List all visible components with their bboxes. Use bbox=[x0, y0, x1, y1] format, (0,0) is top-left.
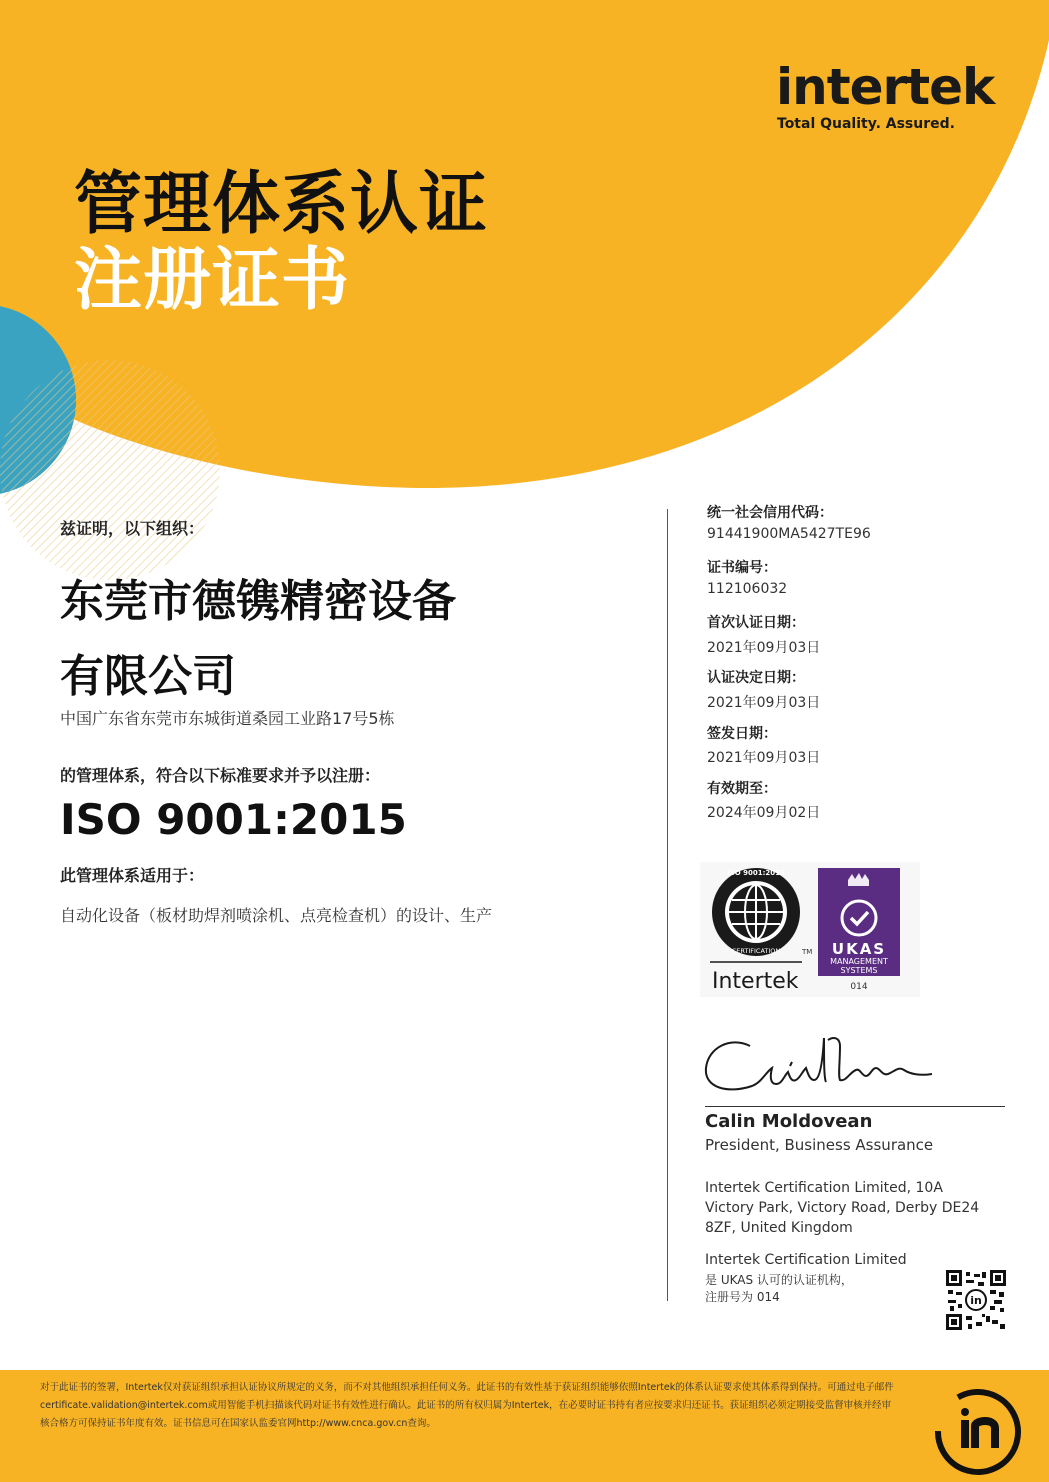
certification-marks bbox=[700, 862, 920, 997]
company-name-line2: 有限公司 bbox=[60, 651, 236, 702]
hatched-circle-decoration bbox=[0, 360, 220, 580]
qr-code[interactable] bbox=[946, 1270, 1006, 1330]
footer-disclaimer: 对于此证书的签署，Intertek仅对获证组织承担认证协议所规定的义务，而不对其他组织承担任何义务。此证书的有效性基于获证组织能够依照Intertek的体系认证要求使其体系得到保持。可通过电子邮件certificate.validation@intertek.com或用智能手机扫描该代码对证书有效性进行确认。此证书的所有权归属为Intertek，在必要时证书持有者应按要求归还证书。获证组织必须定期接受监督审核并经审核合格方可保持证书年度有效。证书信息可在国家认监委官网http://www.cnca.gov.cn查询。 bbox=[40, 1382, 894, 1429]
issue-date-value: 2021年09月03日 bbox=[707, 750, 821, 766]
standard-name: ISO 9001:2015 bbox=[60, 795, 407, 844]
svg-text:Intertek: Intertek bbox=[712, 969, 799, 994]
credit-code-label: 统一社会信用代码： bbox=[707, 505, 833, 521]
credit-code-value: 91441900MA5427TE96 bbox=[707, 526, 871, 542]
valid-until-label: 有效期至： bbox=[707, 781, 777, 797]
certificate-number-value: 112106032 bbox=[707, 581, 788, 597]
intro-label: 兹证明，以下组织： bbox=[60, 519, 205, 538]
decision-date-value: 2021年09月03日 bbox=[707, 695, 821, 711]
svg-text:SYSTEMS: SYSTEMS bbox=[840, 966, 878, 975]
company-name-line1: 东莞市德镌精密设备 bbox=[60, 576, 456, 627]
svg-text:TM: TM bbox=[802, 948, 813, 956]
ukas-accreditation-note bbox=[705, 1272, 853, 1306]
valid-until-value: 2024年09月02日 bbox=[707, 805, 821, 821]
company-address: 中国广东省东莞市东城街道桑园工业路17号5栋 bbox=[60, 709, 395, 728]
certificate-title-line1: 管理体系认证 bbox=[74, 165, 489, 244]
signatory-role: President, Business Assurance bbox=[705, 1136, 934, 1154]
intertek-in-icon bbox=[932, 1386, 1024, 1478]
certificate-number-label: 证书编号： bbox=[707, 560, 777, 576]
signatory-name: Calin Moldovean bbox=[705, 1111, 873, 1132]
svg-text:UKAS: UKAS bbox=[831, 940, 887, 958]
ukas-accreditation-mark bbox=[818, 868, 900, 992]
scope-text: 自动化设备（板材助焊剂喷涂机、点亮检查机）的设计、生产 bbox=[60, 906, 493, 925]
decision-date-label: 认证决定日期： bbox=[707, 670, 805, 686]
first-certification-value: 2021年09月03日 bbox=[707, 640, 821, 656]
system-label: 的管理体系，符合以下标准要求并予以注册： bbox=[60, 766, 381, 785]
signature-line bbox=[705, 1106, 1005, 1107]
issuer-address: Intertek Certification Limited, 10A Victory Park, Victory Road, Derby DE24 8ZF, United Kingdom bbox=[705, 1180, 980, 1236]
signature-image bbox=[700, 1032, 940, 1104]
intertek-logo: intertek bbox=[776, 58, 995, 116]
first-certification-label: 首次认证日期： bbox=[707, 615, 805, 631]
ukas-note-line1: 是 UKAS 认可的认证机构， bbox=[705, 1273, 853, 1287]
svg-text:014: 014 bbox=[850, 982, 868, 992]
certificate-title-line2: 注册证书 bbox=[74, 241, 351, 320]
svg-text:CERTIFICATION: CERTIFICATION bbox=[731, 947, 781, 955]
brand-tagline: Total Quality. Assured. bbox=[777, 116, 955, 132]
column-divider bbox=[667, 509, 668, 1301]
svg-text:in: in bbox=[970, 1294, 982, 1307]
svg-text:ISO 9001:2015: ISO 9001:2015 bbox=[727, 869, 785, 877]
scope-label: 此管理体系适用于： bbox=[60, 866, 205, 885]
svg-text:MANAGEMENT: MANAGEMENT bbox=[830, 957, 888, 966]
issue-date-label: 签发日期： bbox=[707, 726, 777, 742]
issuer-name: Intertek Certification Limited bbox=[705, 1252, 907, 1268]
ukas-note-line2: 注册号为 014 bbox=[705, 1290, 780, 1304]
